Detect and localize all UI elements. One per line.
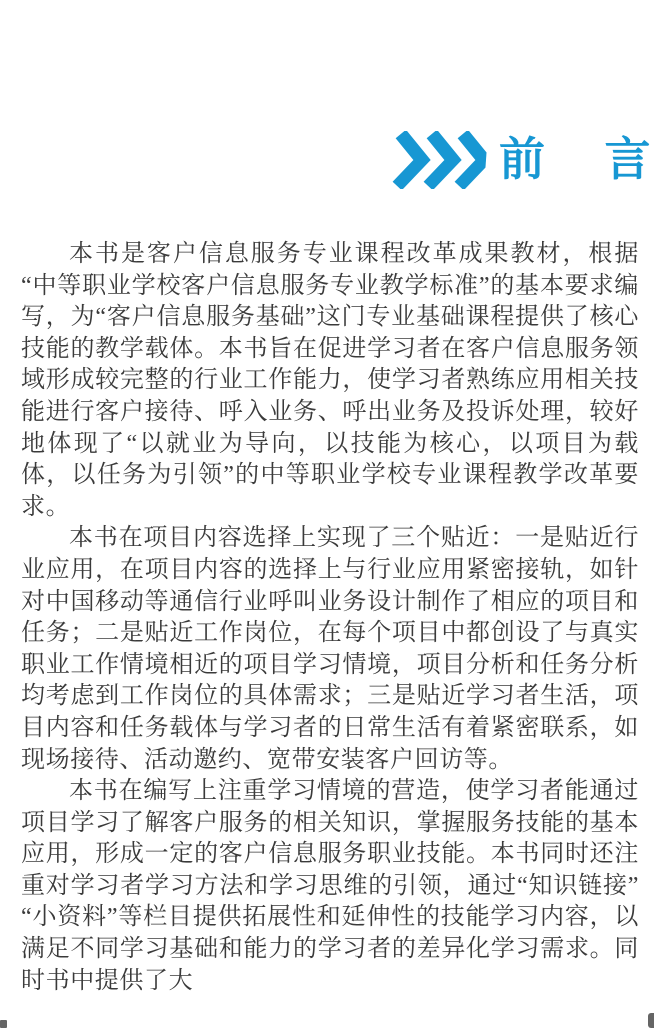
- scan-artifact-bottom-left: [0, 1020, 7, 1028]
- paragraph: 本书是客户信息服务专业课程改革成果教材，根据“中等职业学校客户信息服务专业教学标准”的基本要求编写，为“客户信息服务基础”这门专业基础课程提供了核心技能的教学载体。本书旨在促进学习者在客户信息服务领域形成较完整的行业工作能力，使学习者熟练应用相关技能进行客户接待、呼入业务、呼出业务及投诉处理，较好地体现了“以就业为导向，以技能为核心，以项目为载体，以任务为引领”的中等职业学校专业课程教学改革要求。: [21, 241, 639, 520]
- preface-body: [21, 239, 639, 997]
- scan-artifact-bottom-right: [648, 1013, 654, 1028]
- paragraph: 本书在编写上注重学习情境的营造，使学习者能通过项目学习了解客户服务的相关知识，掌握服务技能的基本应用，形成一定的客户信息服务职业技能。本书同时还注重对学习者学习方法和学习思维的引领，通过“知识链接”“小资料”等栏目提供拓展性和延伸性的技能学习内容，以满足不同学习基础和能力的学习者的差异化学习需求。同时书中提供了大: [21, 778, 639, 994]
- chevron-right-triple-icon: [390, 131, 488, 189]
- preface-header: [392, 130, 652, 190]
- page-title: 前 言: [499, 134, 652, 185]
- paragraph: 本书在项目内容选择上实现了三个贴近：一是贴近行业应用，在项目内容的选择上与行业应用紧密接轨，如针对中国移动等通信行业呼叫业务设计制作了相应的项目和任务；二是贴近工作岗位，在每个项目中都创设了与真实职业工作情境相近的项目学习情境，项目分析和任务分析均考虑到工作岗位的具体需求；三是贴近学习者生活，项目内容和任务载体与学习者的日常生活有着紧密联系，如现场接待、活动邀约、宽带安装客户回访等。: [21, 525, 639, 773]
